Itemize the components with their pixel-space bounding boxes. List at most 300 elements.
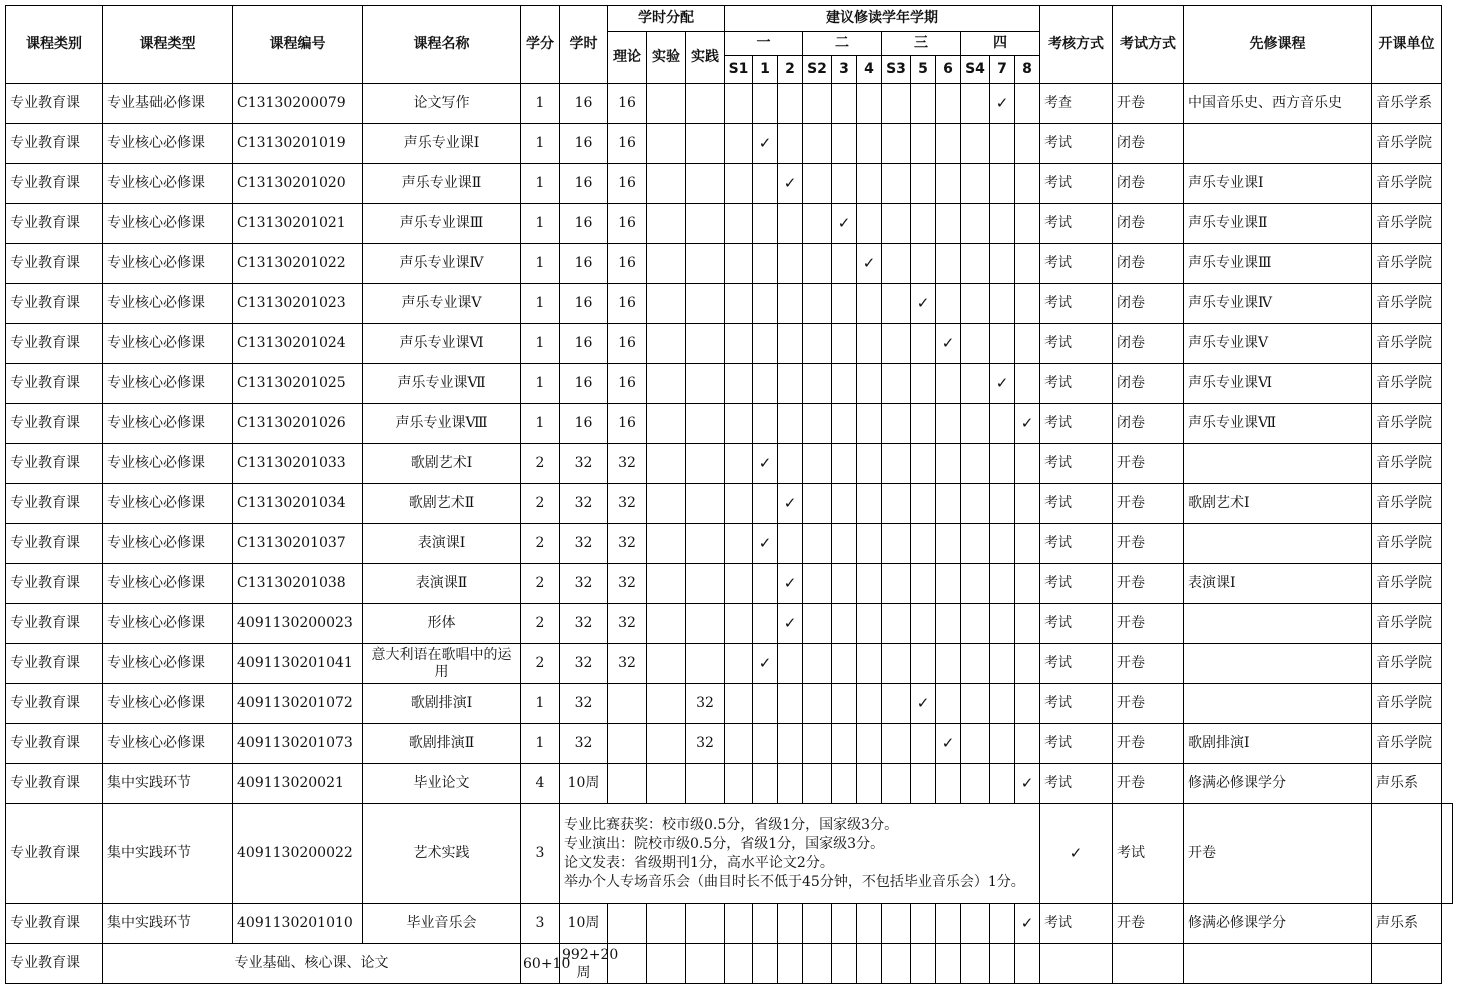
semester-cell	[803, 524, 832, 564]
exam-cell: 闭卷	[1113, 204, 1184, 244]
semester-cell	[1015, 564, 1040, 604]
table-row	[6, 484, 1453, 524]
semester-cell	[753, 484, 778, 524]
theory-cell: 16	[608, 204, 647, 244]
name-cell: 声乐专业课Ⅳ	[363, 244, 521, 284]
theory-cell: 32	[608, 564, 647, 604]
experiment-cell	[647, 644, 686, 684]
semester-cell	[882, 324, 911, 364]
name-cell: 艺术实践	[363, 804, 521, 904]
prereq-cell: 声乐专业课Ⅰ	[1184, 164, 1372, 204]
assessment-cell: 考试	[1040, 444, 1113, 484]
semester-cell	[832, 764, 857, 804]
semester-cell	[936, 604, 961, 644]
exam-cell: 开卷	[1113, 84, 1184, 124]
semester-cell	[832, 904, 857, 944]
exam-cell: 闭卷	[1113, 364, 1184, 404]
semester-cell	[882, 644, 911, 684]
type-cell: 专业核心必修课	[103, 244, 233, 284]
credit-cell: 2	[521, 564, 560, 604]
assessment-cell: 考试	[1040, 404, 1113, 444]
header-type: 课程类型	[103, 6, 233, 84]
category-cell: 专业教育课	[6, 444, 103, 484]
practice-cell: 32	[686, 724, 725, 764]
total-hours: 992+20周	[560, 944, 608, 984]
header-semester: 6	[936, 56, 961, 84]
semester-cell	[882, 284, 911, 324]
semester-cell	[753, 724, 778, 764]
theory-cell	[608, 904, 647, 944]
semester-cell	[857, 164, 882, 204]
table-row	[6, 244, 1453, 284]
table-row	[6, 164, 1453, 204]
semester-cell	[961, 404, 990, 444]
assessment-cell: 考试	[1040, 164, 1113, 204]
exam-cell: 闭卷	[1113, 284, 1184, 324]
exam-cell: 闭卷	[1113, 404, 1184, 444]
unit-cell: 音乐学院	[1372, 684, 1442, 724]
theory-cell: 16	[608, 244, 647, 284]
semester-cell	[961, 364, 990, 404]
semester-cell	[778, 724, 803, 764]
empty-cell	[1113, 944, 1184, 984]
practice-cell: 32	[686, 684, 725, 724]
header-semester: 7	[990, 56, 1015, 84]
header-experiment: 实验	[647, 32, 686, 84]
semester-cell	[753, 764, 778, 804]
experiment-cell	[647, 84, 686, 124]
practice-cell	[686, 324, 725, 364]
type-cell: 专业核心必修课	[103, 684, 233, 724]
semester-cell	[803, 204, 832, 244]
check-mark: ✓	[778, 604, 803, 644]
semester-cell	[1015, 684, 1040, 724]
theory-cell: 16	[608, 284, 647, 324]
semester-cell	[857, 904, 882, 944]
empty-cell	[882, 944, 911, 984]
semester-cell	[936, 644, 961, 684]
type-cell: 集中实践环节	[103, 904, 233, 944]
exam-cell: 开卷	[1113, 644, 1184, 684]
exam-cell: 开卷	[1113, 904, 1184, 944]
type-cell: 专业核心必修课	[103, 444, 233, 484]
total-credit: 60+10	[521, 944, 560, 984]
type-cell: 专业基础必修课	[103, 84, 233, 124]
assessment-cell: 考试	[1040, 524, 1113, 564]
semester-cell	[936, 524, 961, 564]
check-mark: ✓	[990, 364, 1015, 404]
semester-cell	[753, 244, 778, 284]
category-cell: 专业教育课	[6, 724, 103, 764]
semester-cell	[857, 484, 882, 524]
assessment-cell: 考试	[1040, 284, 1113, 324]
semester-cell	[753, 84, 778, 124]
hours-cell: 16	[560, 164, 608, 204]
semester-cell	[803, 444, 832, 484]
semester-cell	[911, 604, 936, 644]
category-cell: 专业教育课	[6, 404, 103, 444]
practice-cell	[686, 904, 725, 944]
table-row	[6, 764, 1453, 804]
credit-cell: 4	[521, 764, 560, 804]
table-row	[6, 804, 1453, 904]
experiment-cell	[647, 684, 686, 724]
semester-cell	[725, 564, 753, 604]
check-mark: ✓	[753, 524, 778, 564]
code-cell: 4091130201041	[233, 644, 363, 684]
empty-cell	[961, 944, 990, 984]
semester-cell	[803, 404, 832, 444]
semester-cell	[753, 164, 778, 204]
semester-cell	[857, 404, 882, 444]
type-cell: 专业核心必修课	[103, 524, 233, 564]
exam-cell: 开卷	[1113, 564, 1184, 604]
semester-cell	[990, 524, 1015, 564]
empty-cell	[753, 944, 778, 984]
name-cell: 声乐专业课Ⅴ	[363, 284, 521, 324]
prereq-cell	[1184, 604, 1372, 644]
semester-cell	[857, 724, 882, 764]
type-cell: 专业核心必修课	[103, 404, 233, 444]
code-cell: C13130201026	[233, 404, 363, 444]
semester-cell	[882, 484, 911, 524]
semester-cell	[753, 564, 778, 604]
exam-cell: 开卷	[1184, 804, 1372, 904]
empty-cell	[686, 944, 725, 984]
semester-cell	[832, 644, 857, 684]
experiment-cell	[647, 444, 686, 484]
header-code: 课程编号	[233, 6, 363, 84]
semester-cell	[882, 364, 911, 404]
hours-cell: 10周	[560, 904, 608, 944]
name-cell: 歌剧艺术Ⅰ	[363, 444, 521, 484]
code-cell: C13130201037	[233, 524, 363, 564]
type-cell: 专业核心必修课	[103, 604, 233, 644]
hours-cell: 32	[560, 644, 608, 684]
semester-cell	[911, 124, 936, 164]
category-cell: 专业教育课	[6, 164, 103, 204]
semester-cell	[936, 764, 961, 804]
experiment-cell	[647, 364, 686, 404]
experiment-cell	[647, 244, 686, 284]
semester-cell	[803, 124, 832, 164]
code-cell: 409113020021	[233, 764, 363, 804]
unit-cell: 音乐学院	[1372, 484, 1442, 524]
prereq-cell: 声乐专业课Ⅱ	[1184, 204, 1372, 244]
semester-cell	[1015, 644, 1040, 684]
unit-cell: 音乐学院	[1372, 244, 1442, 284]
header-allocation: 学时分配	[608, 6, 725, 32]
assessment-cell: 考试	[1040, 244, 1113, 284]
semester-cell	[990, 484, 1015, 524]
name-cell: 论文写作	[363, 84, 521, 124]
header-semester: 8	[1015, 56, 1040, 84]
hours-cell: 16	[560, 404, 608, 444]
semester-cell	[857, 764, 882, 804]
code-cell: C13130201025	[233, 364, 363, 404]
semester-cell	[803, 244, 832, 284]
name-cell: 声乐专业课Ⅱ	[363, 164, 521, 204]
semester-cell	[882, 724, 911, 764]
semester-cell	[1015, 244, 1040, 284]
credit-cell: 1	[521, 684, 560, 724]
semester-cell	[725, 164, 753, 204]
code-cell: C13130201021	[233, 204, 363, 244]
header-semester: 2	[778, 56, 803, 84]
practice-cell	[686, 604, 725, 644]
header-hours: 学时	[560, 6, 608, 84]
prereq-cell: 歌剧艺术Ⅰ	[1184, 484, 1372, 524]
practice-cell	[686, 244, 725, 284]
note-line: 专业演出：院校市级0.5分，省级1分，国家级3分。	[564, 835, 885, 852]
category-cell: 专业教育课	[6, 484, 103, 524]
semester-cell	[857, 324, 882, 364]
semester-cell	[803, 564, 832, 604]
semester-cell	[803, 164, 832, 204]
semester-cell	[778, 444, 803, 484]
type-cell: 集中实践环节	[103, 804, 233, 904]
semester-cell	[778, 284, 803, 324]
semester-cell	[778, 204, 803, 244]
empty-cell	[1015, 944, 1040, 984]
semester-cell	[725, 364, 753, 404]
exam-cell: 开卷	[1113, 604, 1184, 644]
check-mark: ✓	[911, 284, 936, 324]
semester-cell	[990, 124, 1015, 164]
semester-cell	[803, 84, 832, 124]
empty-cell	[936, 944, 961, 984]
unit-cell	[1442, 804, 1453, 904]
theory-cell: 32	[608, 484, 647, 524]
semester-cell	[753, 684, 778, 724]
header-year-2: 二	[803, 32, 882, 56]
unit-cell: 音乐学院	[1372, 444, 1442, 484]
table-row	[6, 564, 1453, 604]
exam-cell: 开卷	[1113, 684, 1184, 724]
semester-cell	[911, 484, 936, 524]
credit-cell: 1	[521, 124, 560, 164]
prereq-cell: 声乐专业课Ⅶ	[1184, 404, 1372, 444]
code-cell: C13130201034	[233, 484, 363, 524]
semester-cell	[753, 904, 778, 944]
table-row	[6, 404, 1453, 444]
semester-cell	[936, 564, 961, 604]
table-row	[6, 284, 1453, 324]
semester-cell	[1015, 124, 1040, 164]
semester-cell	[803, 904, 832, 944]
prereq-cell: 声乐专业课Ⅴ	[1184, 324, 1372, 364]
semester-cell	[961, 904, 990, 944]
semester-cell	[725, 404, 753, 444]
table-header	[6, 6, 1453, 84]
total-row	[6, 944, 1453, 984]
check-mark: ✓	[778, 564, 803, 604]
theory-cell: 16	[608, 84, 647, 124]
semester-cell	[857, 564, 882, 604]
semester-cell	[778, 644, 803, 684]
header-year-1: 一	[725, 32, 803, 56]
prereq-cell: 声乐专业课Ⅵ	[1184, 364, 1372, 404]
semester-cell	[857, 684, 882, 724]
semester-cell	[832, 724, 857, 764]
semester-cell	[778, 124, 803, 164]
hours-cell: 16	[560, 244, 608, 284]
assessment-cell: 考试	[1040, 484, 1113, 524]
assessment-cell: 考试	[1040, 644, 1113, 684]
prereq-cell	[1372, 804, 1442, 904]
empty-cell	[911, 944, 936, 984]
practice-cell	[686, 404, 725, 444]
theory-cell: 32	[608, 604, 647, 644]
check-mark: ✓	[832, 204, 857, 244]
category-cell: 专业教育课	[6, 84, 103, 124]
experiment-cell	[647, 724, 686, 764]
semester-cell	[911, 364, 936, 404]
exam-cell: 闭卷	[1113, 164, 1184, 204]
credit-cell: 2	[521, 644, 560, 684]
theory-cell: 16	[608, 364, 647, 404]
semester-cell	[778, 364, 803, 404]
check-mark: ✓	[1015, 404, 1040, 444]
type-cell: 专业核心必修课	[103, 724, 233, 764]
table-row	[6, 324, 1453, 364]
theory-cell: 16	[608, 324, 647, 364]
semester-cell	[1015, 204, 1040, 244]
semester-cell	[961, 204, 990, 244]
exam-cell: 开卷	[1113, 484, 1184, 524]
theory-cell: 16	[608, 124, 647, 164]
header-prereq: 先修课程	[1184, 6, 1372, 84]
unit-cell: 音乐学院	[1372, 124, 1442, 164]
table-row	[6, 644, 1453, 684]
semester-cell	[778, 904, 803, 944]
semester-cell	[911, 764, 936, 804]
unit-cell: 音乐学院	[1372, 164, 1442, 204]
category-cell: 专业教育课	[6, 284, 103, 324]
semester-cell	[936, 284, 961, 324]
assessment-cell: 考试	[1040, 604, 1113, 644]
hours-cell: 16	[560, 204, 608, 244]
experiment-cell	[647, 404, 686, 444]
header-semester: S3	[882, 56, 911, 84]
check-mark: ✓	[990, 84, 1015, 124]
semester-cell	[778, 524, 803, 564]
credit-cell: 1	[521, 164, 560, 204]
credit-cell: 2	[521, 484, 560, 524]
check-mark: ✓	[778, 164, 803, 204]
semester-cell	[803, 324, 832, 364]
note-line: 举办个人专场音乐会（曲目时长不低于45分钟，不包括毕业音乐会）1分。	[564, 873, 1025, 890]
check-mark: ✓	[857, 244, 882, 284]
semester-cell	[961, 764, 990, 804]
semester-cell	[753, 204, 778, 244]
semester-cell	[911, 404, 936, 444]
unit-cell: 声乐系	[1372, 904, 1442, 944]
check-mark: ✓	[936, 324, 961, 364]
hours-cell: 16	[560, 84, 608, 124]
type-cell: 专业核心必修课	[103, 204, 233, 244]
code-cell: C13130201024	[233, 324, 363, 364]
table-row	[6, 904, 1453, 944]
semester-cell	[803, 724, 832, 764]
header-semester: 3	[832, 56, 857, 84]
type-cell: 专业核心必修课	[103, 124, 233, 164]
semester-cell	[911, 904, 936, 944]
semester-cell	[1015, 524, 1040, 564]
name-cell: 毕业论文	[363, 764, 521, 804]
table-row	[6, 364, 1453, 404]
semester-cell	[725, 204, 753, 244]
semester-cell	[990, 904, 1015, 944]
credit-cell: 1	[521, 284, 560, 324]
semester-cell	[832, 324, 857, 364]
semester-cell	[803, 684, 832, 724]
hours-cell: 16	[560, 364, 608, 404]
exam-cell: 开卷	[1113, 724, 1184, 764]
unit-cell: 音乐学院	[1372, 364, 1442, 404]
exam-cell: 闭卷	[1113, 244, 1184, 284]
experiment-cell	[647, 604, 686, 644]
semester-cell	[725, 324, 753, 364]
prereq-cell	[1184, 684, 1372, 724]
table-row	[6, 84, 1453, 124]
code-cell: C13130200079	[233, 84, 363, 124]
name-cell: 声乐专业课Ⅶ	[363, 364, 521, 404]
theory-cell: 16	[608, 164, 647, 204]
semester-cell	[725, 524, 753, 564]
unit-cell: 声乐系	[1372, 764, 1442, 804]
name-cell: 声乐专业课Ⅰ	[363, 124, 521, 164]
name-cell: 意大利语在歌唱中的运用	[363, 644, 521, 684]
assessment-cell: 考查	[1040, 84, 1113, 124]
semester-cell	[961, 604, 990, 644]
semester-cell	[936, 684, 961, 724]
semester-cell	[882, 84, 911, 124]
semester-cell	[857, 644, 882, 684]
practice-cell	[686, 284, 725, 324]
practice-cell	[686, 204, 725, 244]
theory-cell	[608, 684, 647, 724]
header-semester-plan: 建议修读学年学期	[725, 6, 1040, 32]
semester-cell	[936, 364, 961, 404]
semester-cell	[911, 204, 936, 244]
name-cell: 歌剧排演Ⅰ	[363, 684, 521, 724]
code-cell: 4091130201010	[233, 904, 363, 944]
code-cell: 4091130200022	[233, 804, 363, 904]
type-cell: 专业核心必修课	[103, 364, 233, 404]
semester-cell	[911, 164, 936, 204]
unit-cell: 音乐学院	[1372, 644, 1442, 684]
experiment-cell	[647, 484, 686, 524]
table-row	[6, 724, 1453, 764]
category-cell: 专业教育课	[6, 764, 103, 804]
category-cell: 专业教育课	[6, 564, 103, 604]
semester-cell	[778, 684, 803, 724]
header-year-4: 四	[961, 32, 1040, 56]
prereq-cell: 中国音乐史、西方音乐史	[1184, 84, 1372, 124]
note-line: 论文发表：省级期刊1分，高水平论文2分。	[564, 854, 834, 871]
semester-cell	[961, 124, 990, 164]
semester-cell	[803, 484, 832, 524]
semester-cell	[832, 444, 857, 484]
theory-cell: 16	[608, 404, 647, 444]
prereq-cell	[1184, 444, 1372, 484]
header-semester: 5	[911, 56, 936, 84]
course-plan-table	[5, 5, 1453, 984]
assessment-cell: 考试	[1040, 764, 1113, 804]
exam-cell: 开卷	[1113, 524, 1184, 564]
semester-cell	[936, 244, 961, 284]
